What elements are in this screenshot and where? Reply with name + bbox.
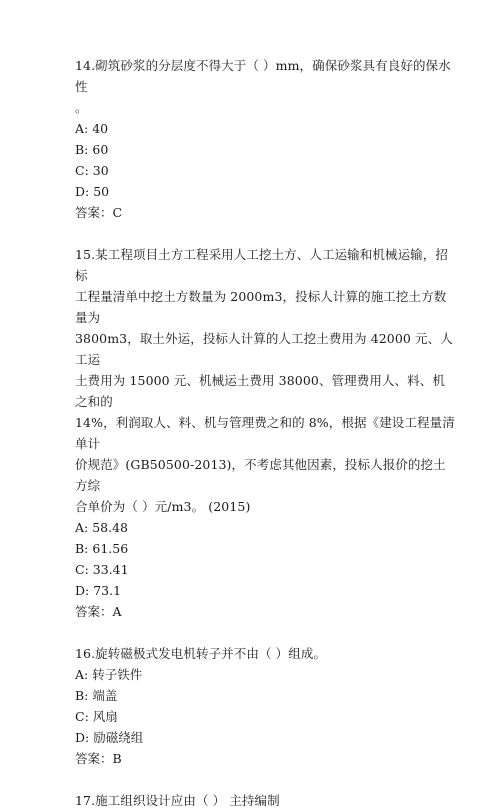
- option-d: D: 50: [75, 184, 110, 199]
- answer-line: 答案：C: [75, 205, 123, 220]
- option-b: B: 60: [75, 142, 109, 157]
- option-c: C: 33.41: [75, 562, 129, 577]
- document-page: [75, 55, 455, 811]
- question-stem-line: 14.砌筑砂浆的分层度不得大于（ ）mm，确保砂浆具有良好的保水性: [75, 58, 451, 94]
- option-a: A: 转子铁件: [75, 667, 143, 682]
- option-c: C: 风扇: [75, 709, 118, 724]
- question-stem-line: 价规范》(GB50500-2013)，不考虑其他因素，投标人报价的挖土方综: [75, 457, 446, 493]
- question-15: [75, 244, 455, 622]
- question-stem-line: 16.旋转磁极式发电机转子并不由（ ）组成。: [75, 646, 327, 661]
- answer-line: 答案：B: [75, 751, 122, 766]
- spacer: [75, 622, 455, 643]
- question-stem-line: 14%，利润取人、料、机与管理费之和的 8%，根据《建设工程量清单计: [75, 415, 455, 451]
- question-stem-line: 土费用为 15000 元、机械运土费用 38000、管理费用人、料、机之和的: [75, 373, 445, 409]
- question-stem-line: 15.某工程项目土方工程采用人工挖土方、人工运输和机械运输，招标: [75, 247, 448, 283]
- option-a: A: 58.48: [75, 520, 128, 535]
- question-stem-line: 合单价为（ ）元/m3。 (2015): [75, 499, 251, 514]
- question-14: [75, 55, 455, 223]
- spacer: [75, 223, 455, 244]
- option-a: A: 40: [75, 121, 109, 136]
- question-stem-line: 17.施工组织设计应由（ ） 主持编制: [75, 793, 280, 808]
- question-stem-line: 工程量清单中挖土方数量为 2000m3，投标人计算的施工挖土方数量为: [75, 289, 447, 325]
- option-b: B: 端盖: [75, 688, 118, 703]
- answer-line: 答案：A: [75, 604, 122, 619]
- option-d: D: 励磁绕组: [75, 730, 144, 745]
- option-d: D: 73.1: [75, 583, 122, 598]
- question-stem-line: 3800m3，取土外运，投标人计算的人工挖土费用为 42000 元、人工运: [75, 331, 453, 367]
- option-c: C: 30: [75, 163, 109, 178]
- question-16: [75, 643, 455, 769]
- question-stem-line: 。: [75, 100, 88, 115]
- question-17: [75, 790, 455, 811]
- spacer: [75, 769, 455, 790]
- option-b: B: 61.56: [75, 541, 129, 556]
